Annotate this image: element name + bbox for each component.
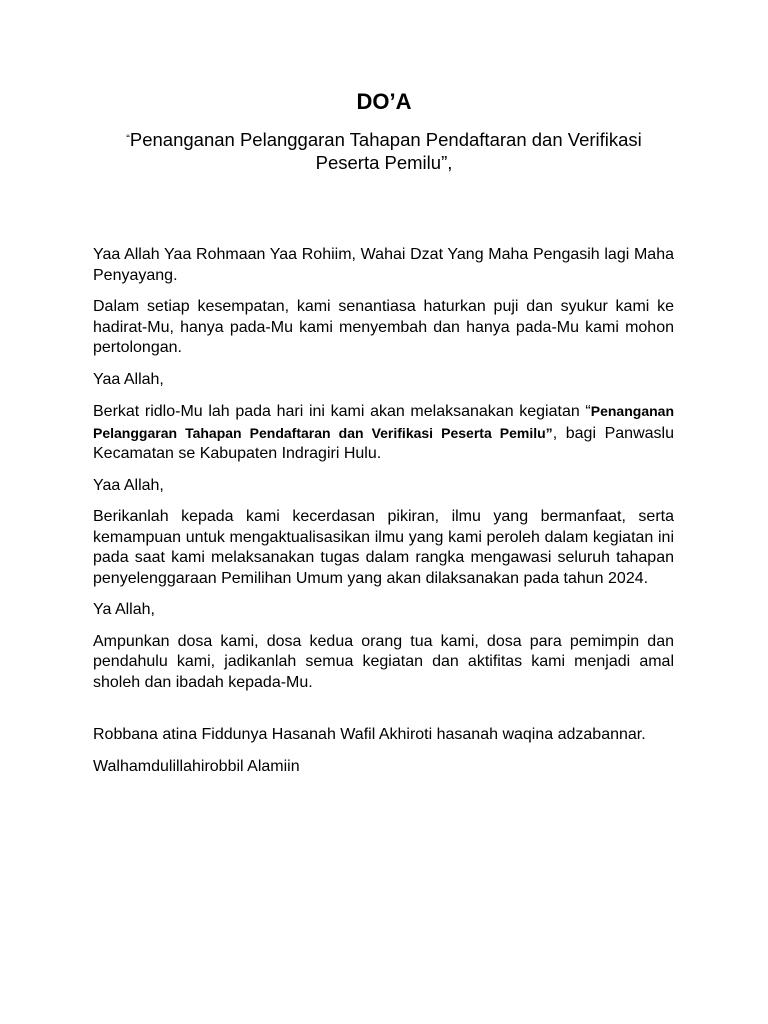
activity-text-after: , bagi Panwaslu Kecamatan se Kabupaten Indragiri Hulu. bbox=[93, 424, 674, 462]
document-title: DO’A bbox=[356, 89, 412, 114]
paragraph-yaa-allah-1: Yaa Allah, bbox=[93, 370, 164, 388]
paragraph-forgiveness: Ampunkan dosa kami, dosa kedua orang tua kami, dosa para pemimpin dan pendahulu kami, jadikanlah semua kegiatan dan aktifitas kami menjadi amal sholeh dan ibadah kepada-Mu. bbox=[93, 632, 674, 691]
subtitle-open-quote: “ bbox=[126, 133, 130, 145]
subtitle-text: Penanganan Pelanggaran Tahapan Pendaftaran dan Verifikasi Peserta Pemilu”, bbox=[129, 129, 642, 173]
paragraph-praise: Dalam setiap kesempatan, kami senantiasa haturkan puji dan syukur kami ke hadirat-Mu, hanya pada-Mu kami menyembah dan hanya pada-Mu kami mohon pertolongan. bbox=[93, 298, 674, 356]
document-body bbox=[93, 245, 674, 788]
activity-text-before: Berkat ridlo-Mu lah pada hari ini kami akan melaksanakan kegiatan “ bbox=[93, 403, 591, 420]
paragraph-ya-allah: Ya Allah, bbox=[93, 601, 155, 618]
paragraph-activity bbox=[93, 401, 674, 465]
paragraph-robbana: Robbana atina Fiddunya Hasanah Wafil Akhiroti hasanah waqina adzabannar. bbox=[93, 726, 646, 743]
paragraph-yaa-allah-2: Yaa Allah, bbox=[93, 476, 164, 494]
activity-event-name: Penanganan Pelanggaran Tahapan Pendaftaran dan Verifikasi Peserta Pemilu” bbox=[93, 403, 674, 441]
document-subtitle bbox=[94, 128, 674, 174]
paragraph-closing: Walhamdulillahirobbil Alamiin bbox=[93, 757, 300, 775]
paragraph-invocation: Yaa Allah Yaa Rohmaan Yaa Rohiim, Wahai Dzat Yang Maha Pengasih lagi Maha Penyayang. bbox=[93, 246, 674, 284]
paragraph-request: Berikanlah kepada kami kecerdasan pikiran, ilmu yang bermanfaat, serta kemampuan untuk mengaktualisasikan ilmu yang kami peroleh dalam kegiatan ini pada saat kami melaksanakan tugas dalam rangka mengawasi seluruh tahapan penyelenggaraan Pemilihan Umum yang akan dilaksanakan pada tahun 2024. bbox=[93, 508, 674, 587]
